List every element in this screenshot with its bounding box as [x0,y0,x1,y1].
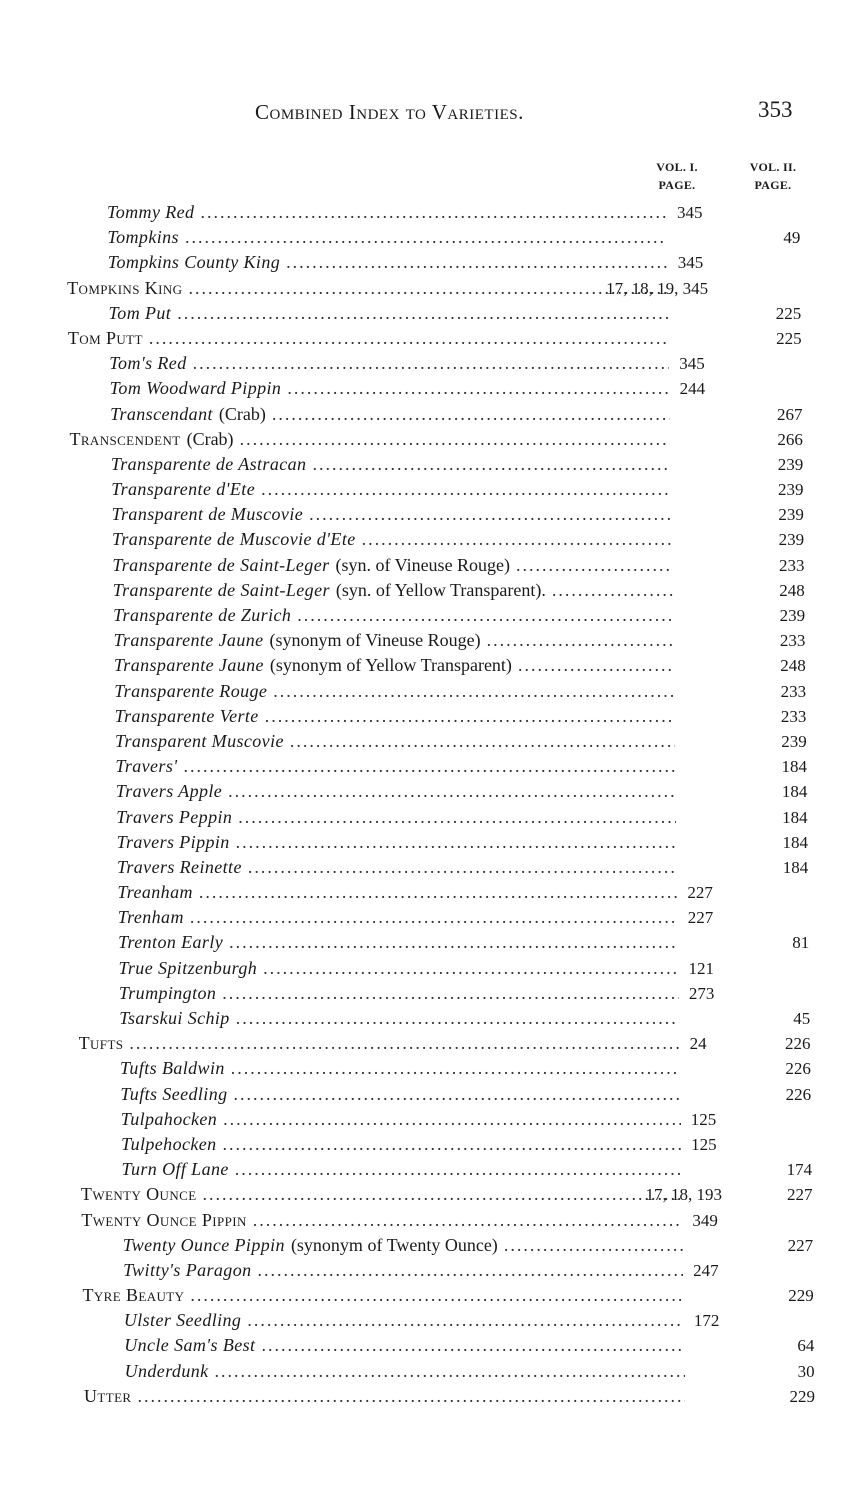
entry-leader-line [79,1031,680,1056]
index-entry [0,1031,850,1056]
index-entry [0,376,850,401]
index-entry [0,628,850,653]
entry-leader-line [68,326,669,351]
vol2-page-ref: 184 [782,807,808,827]
vol2-header-line2: PAGE. [754,178,792,192]
variety-note: (synonym of Yellow Transparent) [269,655,512,676]
entry-leader-line [121,1107,681,1132]
variety-name: Tommy Red [107,202,195,222]
index-entry [0,1157,850,1182]
entry-leader-line [118,930,678,955]
index-entry [0,653,850,678]
vol2-page-ref: 49 [783,228,801,248]
index-entry [0,1333,850,1358]
dot-leader [297,603,673,628]
vol2-page-ref: 226 [785,1084,812,1104]
vol2-page-ref: 233 [780,706,807,726]
vol2-page-ref: 229 [789,1386,815,1406]
variety-name: Transparente d'Ete [111,479,256,500]
variety-note: (Crab) [186,428,234,449]
vol1-page-ref: 345 [677,253,704,273]
variety-name: Twitty's Paragon [123,1259,252,1280]
index-entry [0,981,850,1006]
dot-leader [240,427,671,452]
variety-name: Trenton Early [118,932,224,953]
variety-name: Tom Woodward Pippin [109,378,282,399]
variety-name: Tompkins County King [107,252,281,273]
entry-leader-line [112,553,672,578]
variety-name: Tom's Red [109,353,187,374]
dot-leader [188,276,668,301]
dot-leader [261,1333,684,1358]
variety-name: Ulster Seedling [123,1310,242,1331]
entry-leader-line [118,905,678,930]
vol2-page-ref: 225 [776,328,802,348]
entry-leader-line [67,276,668,301]
vol2-page-ref: 248 [779,580,805,600]
variety-name: Tyre Beauty [82,1285,185,1306]
vol2-header-line1: VOL. II. [749,160,797,174]
entry-leader-line [124,1308,684,1333]
entry-leader-line [120,1082,680,1107]
entry-leader-line [117,880,677,905]
vol1-header-line1: VOL. I. [656,160,698,174]
dot-leader [265,704,675,729]
variety-name: Tufts Baldwin [120,1058,225,1079]
index-entry [0,679,850,704]
dot-leader [235,1157,682,1182]
vol2-page-ref: 227 [786,1185,813,1205]
entry-leader-line [109,301,669,326]
variety-name: Tompkins King [67,277,183,298]
entry-leader-line [119,1006,679,1031]
entry-leader-line [84,1384,685,1409]
dot-leader [228,779,676,804]
variety-name: Tom Put [108,302,172,323]
dot-leader [272,402,670,427]
dot-leader [309,502,671,527]
index-entry [0,553,850,578]
index-entry [0,1283,850,1308]
index-entry [0,502,850,527]
entry-leader-line [112,502,672,527]
index-entry [0,276,850,301]
index-entry [0,1082,850,1107]
entry-leader-line [111,452,671,477]
index-entry [0,830,850,855]
variety-name: Uncle Sam's Best [124,1335,256,1356]
vol2-page-ref: 239 [778,480,804,500]
vol1-page-ref: 17, 18, 19, 345 [606,278,709,298]
dot-leader [193,351,670,376]
entry-leader-line [123,1258,683,1283]
vol2-column-header [738,158,808,194]
index-entry [0,729,850,754]
vol2-page-ref: 267 [777,404,803,424]
variety-name: Turn Off Lane [121,1159,229,1180]
vol2-page-ref: 229 [788,1286,814,1306]
variety-name: Transparent Muscovie [115,730,284,751]
vol2-page-ref: 174 [786,1160,813,1180]
variety-name: Transparente de Saint-Leger [112,554,330,575]
index-entry [0,880,850,905]
vol1-column-header [648,158,706,194]
index-entry [0,855,850,880]
entry-leader-line [122,1157,682,1182]
variety-name: True Spitzenburgh [118,957,258,978]
variety-name: Transcendent [69,428,181,449]
entry-leader-line [107,225,667,250]
variety-note: (syn. of Vineuse Rouge) [335,554,511,575]
vol1-page-ref: 345 [677,203,703,222]
dot-leader [190,905,678,930]
dot-leader [234,1082,681,1107]
dot-leader [253,1208,683,1233]
variety-name: Trenham [117,907,184,928]
variety-name: Transparente de Zurich [113,605,292,625]
index-entry [0,1056,850,1081]
entry-leader-line [116,779,676,804]
vol2-page-ref: 184 [781,757,808,777]
dot-leader [203,1182,682,1207]
entry-leader-line [121,1132,681,1157]
vol2-page-ref: 184 [781,782,808,802]
entry-leader-line [120,1056,680,1081]
dot-leader [261,477,671,502]
index-entry [0,326,850,351]
dot-leader [504,1233,683,1258]
index-entry [0,905,850,930]
vol2-page-ref: 64 [797,1336,815,1356]
entry-leader-line [113,578,673,603]
dot-leader [516,553,672,578]
dot-leader [190,1283,683,1308]
dot-leader [183,754,675,779]
variety-note: (synonym of Vineuse Rouge) [269,630,481,651]
index-entry [0,527,850,552]
variety-name: Transparente Rouge [114,680,268,701]
variety-name: Tulpehocken [121,1133,217,1154]
vol2-page-ref: 239 [778,505,804,525]
entry-leader-line [111,477,671,502]
dot-leader [518,653,674,678]
variety-name: Transparent de Muscovie [111,504,304,525]
entry-leader-line [81,1208,682,1233]
variety-name: Transparente Verte [114,705,259,726]
index-entry [0,1233,850,1258]
dot-leader [287,376,669,401]
index-entry-list [0,200,850,1409]
entry-leader-line [125,1359,685,1384]
vol1-page-ref: 121 [688,958,714,978]
entry-leader-line [116,805,676,830]
dot-leader [247,1308,684,1333]
dot-leader [185,225,667,250]
vol2-page-ref: 239 [779,606,806,625]
entry-leader-line [110,376,670,401]
vol2-page-ref: 248 [780,656,806,676]
entry-leader-line [118,956,678,981]
vol1-page-ref: 17, 18, 193 [645,1185,722,1205]
variety-name: Underdunk [124,1360,209,1381]
dot-leader [222,981,679,1006]
variety-note: (synonym of Twenty Ounce) [290,1234,498,1255]
vol1-page-ref: 345 [679,354,705,374]
vol2-page-ref: 226 [785,1059,811,1079]
vol1-page-ref: 125 [691,1134,717,1154]
dot-leader [263,956,678,981]
vol2-page-ref: 30 [797,1361,815,1381]
vol2-page-ref: 45 [793,1009,811,1028]
variety-name: Twenty Ounce [80,1184,197,1205]
entry-leader-line [115,704,675,729]
vol2-page-ref: 225 [775,303,802,323]
variety-name: Transparente de Astracan [110,453,307,474]
variety-name: Treanham [117,882,193,903]
entry-leader-line [108,250,668,275]
variety-name: Travers' [115,756,178,777]
index-entry [0,1359,850,1384]
index-entry [0,1006,850,1031]
variety-name: Tompkins [107,227,179,248]
dot-leader [129,1031,679,1056]
variety-note: (Crab) [218,403,266,424]
entry-leader-line [107,200,667,225]
index-entry [0,250,850,275]
vol2-page-ref: 184 [782,857,809,877]
dot-leader [248,855,677,880]
vol1-page-ref: 273 [688,983,715,1003]
vol1-page-ref: 172 [693,1311,720,1331]
variety-name: Trumpington [118,982,217,1003]
dot-leader [273,679,674,704]
vol2-page-ref: 227 [787,1235,814,1255]
vol2-page-ref: 81 [792,933,810,953]
entry-leader-line [117,830,677,855]
dot-leader [286,250,668,275]
dot-leader [312,452,670,477]
entry-leader-line [69,427,670,452]
vol1-page-ref: 227 [687,908,714,928]
index-entry [0,704,850,729]
variety-name: Utter [84,1385,132,1406]
index-entry [0,603,850,628]
index-entry [0,930,850,955]
index-entry [0,452,850,477]
variety-name: Transcendant [110,403,213,424]
dot-leader [177,301,668,326]
variety-name: Transparente Jaune [113,655,264,676]
dot-leader [258,1258,684,1283]
vol2-page-ref: 233 [778,555,805,575]
variety-name: Twenty Ounce Pippin [81,1209,247,1230]
dot-leader [200,200,667,225]
index-entry [0,1384,850,1409]
dot-leader [223,1132,682,1157]
index-entry [0,402,850,427]
dot-leader [290,729,675,754]
variety-name: Tufts Seedling [120,1083,228,1104]
variety-name: Tsarskui Schip [119,1008,230,1028]
variety-name: Transparente de Muscovie d'Ete [111,529,356,550]
dot-leader [552,578,673,603]
dot-leader [238,805,676,830]
entry-leader-line [110,402,670,427]
variety-name: Travers Peppin [116,806,233,827]
page-number: 353 [758,97,793,122]
variety-name: Transparente Jaune [113,630,264,651]
dot-leader [231,1056,680,1081]
variety-name: Travers Reinette [116,856,242,877]
dot-leader [149,326,669,351]
entry-leader-line [114,628,674,653]
entry-leader-line [114,679,674,704]
entry-leader-line [81,1182,682,1207]
dot-leader [223,1107,681,1132]
vol2-page-ref: 239 [777,454,804,474]
entry-leader-line [82,1283,683,1308]
variety-note: (syn. of Yellow Transparent). [335,579,546,600]
variety-name: Twenty Ounce Pippin [122,1234,285,1255]
index-entry [0,225,850,250]
vol2-page-ref: 233 [779,631,806,651]
index-entry [0,779,850,804]
entry-leader-line [112,527,672,552]
dot-leader [229,930,678,955]
index-entry [0,578,850,603]
entry-leader-line [109,351,669,376]
running-title: Combined Index to Varieties. [255,100,524,124]
index-entry [0,956,850,981]
variety-name: Tulpahocken [120,1108,218,1129]
vol2-page-ref: 226 [785,1034,811,1054]
dot-leader [236,1006,680,1031]
index-entry [0,1308,850,1333]
entry-leader-line [119,981,679,1006]
variety-name: Transparente de Saint-Leger [112,579,330,600]
dot-leader [215,1359,685,1384]
vol2-page-ref: 233 [780,681,807,701]
index-entry [0,1132,850,1157]
dot-leader [138,1384,686,1409]
index-entry [0,1208,850,1233]
vol1-page-ref: 227 [687,883,713,903]
index-entry [0,805,850,830]
entry-leader-line [123,1233,683,1258]
dot-leader [362,527,672,552]
vol1-page-ref: 125 [690,1109,717,1129]
entry-leader-line [114,653,674,678]
variety-name: Tufts [78,1033,124,1054]
vol1-page-ref: 244 [679,379,706,399]
index-entry [0,427,850,452]
entry-leader-line [117,855,677,880]
vol1-page-ref: 247 [693,1260,719,1280]
vol1-page-ref: 24 [689,1034,707,1054]
vol2-page-ref: 266 [777,429,803,449]
dot-leader [199,880,677,905]
vol1-page-ref: 349 [692,1210,718,1230]
variety-name: Tom Putt [67,327,143,348]
dot-leader [236,830,677,855]
index-entry [0,754,850,779]
dot-leader [487,628,674,653]
entry-leader-line [115,754,675,779]
vol1-header-line2: PAGE. [658,178,696,192]
entry-leader-line [124,1333,684,1358]
entry-leader-line [113,603,673,628]
variety-name: Travers Pippin [116,831,230,852]
variety-name: Travers Apple [115,781,223,802]
vol2-page-ref: 239 [778,530,805,550]
entry-leader-line [115,729,675,754]
vol2-page-ref: 184 [782,832,808,852]
index-entry [0,477,850,502]
vol2-page-ref: 239 [781,731,807,751]
index-entry [0,1182,850,1207]
index-entry [0,200,850,225]
index-entry [0,1107,850,1132]
index-entry [0,351,850,376]
index-entry [0,1258,850,1283]
index-entry [0,301,850,326]
